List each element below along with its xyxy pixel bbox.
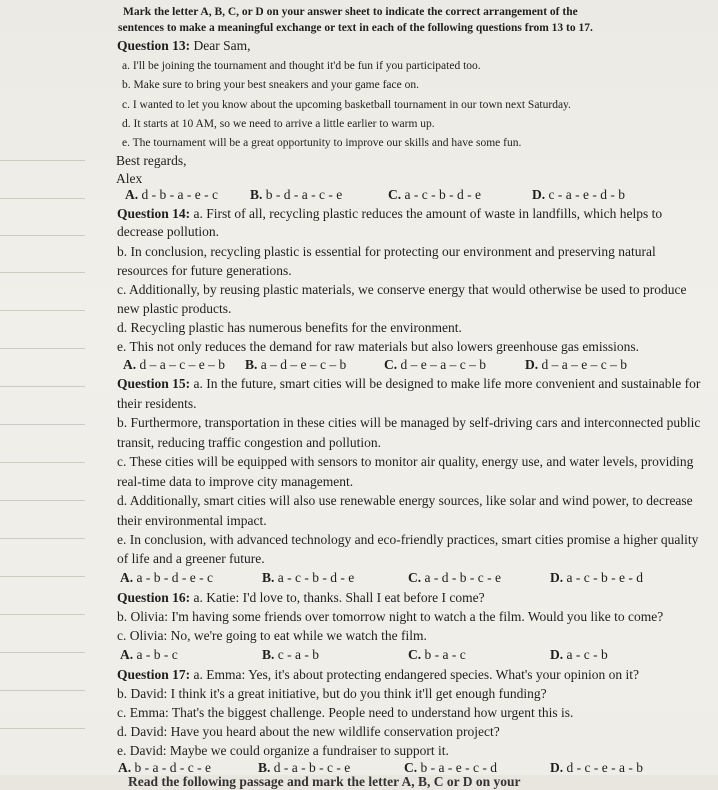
q14-sentence-a: a. First of all, recycling plastic reduces the amount of waste in landfills, which helps to — [193, 206, 663, 221]
q17-heading — [117, 667, 639, 683]
q16-sentence-a: a. Katie: I'd love to, thanks. Shall I eat before I come? — [193, 590, 485, 605]
q13-sentence-e: e. The tournament will be a great opportunity to improve our skills and have some fun. — [122, 137, 522, 149]
q17-sentence-d: d. David: Have you heard about the new wildlife conservation project? — [117, 724, 500, 739]
q14-sentence-d: d. Recycling plastic has numerous benefits for the environment. — [117, 320, 462, 335]
next-section-heading: Read the following passage and mark the letter A, B, C or D on your — [128, 774, 521, 789]
q17-sentence-a: a. Emma: Yes, it's about protecting endangered species. What's your opinion on it? — [193, 667, 640, 682]
q13-title: Question 13: — [117, 38, 191, 53]
q16-sentence-b: b. Olivia: I'm having some friends over tomorrow night to watch a the film. Would you like to come? — [117, 609, 664, 624]
q17-sentence-b: b. David: I think it's a great initiative, but do you think it'll get enough funding? — [117, 686, 547, 701]
q16-option-c[interactable]: C. b - a - c — [408, 647, 466, 662]
q14-sentence-b: b. In conclusion, recycling plastic is essential for protecting our environment and preserving natural — [117, 244, 656, 259]
q15-line-7: their environmental impact. — [117, 513, 267, 528]
q15-line-9: of life and a greener future. — [117, 551, 265, 566]
q15-line-1: their residents. — [117, 396, 197, 411]
q15-option-a[interactable]: A. a - b - d - e - c — [120, 570, 213, 585]
q17-title: Question 17: — [117, 667, 191, 682]
q17-sentence-e: e. David: Maybe we could organize a fundraiser to support it. — [117, 743, 449, 758]
q17-option-a[interactable]: A. b - a - d - c - e — [118, 760, 211, 775]
q14-option-b[interactable]: B. a – d – e – c – b — [245, 357, 347, 372]
instructions-line-2: sentences to make a meaningful exchange or text in each of the following questions from 13 to 17. — [118, 22, 593, 34]
q16-sentence-c: c. Olivia: No, we're going to eat while we watch the film. — [117, 628, 427, 643]
q15-heading — [117, 376, 700, 392]
q15-line-5: real-time data to improve city management. — [117, 474, 354, 489]
q14-sentence-e: e. This not only reduces the demand for raw materials but also lowers greenhouse gas emissions. — [117, 339, 639, 354]
q14-title: Question 14: — [117, 206, 191, 221]
q15-sentence-c: c. These cities will be equipped with sensors to monitor air quality, energy use, and water levels, providing — [117, 454, 694, 469]
q14-line-5: new plastic products. — [117, 301, 232, 316]
q13-option-d[interactable]: D. c - a - e - d - b — [532, 187, 625, 202]
q13-option-b[interactable]: B. b - d - a - c - e — [250, 187, 343, 202]
q13-signature: Alex — [116, 171, 143, 186]
q13-closing: Best regards, — [116, 153, 187, 168]
q16-title: Question 16: — [117, 590, 191, 605]
q17-option-b[interactable]: B. d - a - b - c - e — [258, 760, 351, 775]
q16-option-b[interactable]: B. c - a - b — [262, 647, 319, 662]
q16-heading — [117, 590, 485, 606]
q14-line-1: decrease pollution. — [117, 224, 219, 239]
q13-option-a[interactable]: A. d - b - a - e - c — [125, 187, 218, 202]
q15-title: Question 15: — [117, 376, 191, 391]
q15-sentence-e: e. In conclusion, with advanced technology and eco-friendly practices, smart cities promise a higher quality — [117, 532, 699, 547]
q14-option-a[interactable]: A. d – a – c – e – b — [123, 357, 225, 372]
q15-option-c[interactable]: C. a - d - b - c - e — [408, 570, 501, 585]
q13-greeting: Dear Sam, — [193, 38, 251, 53]
q14-line-3: resources for future generations. — [117, 263, 292, 278]
instructions-line-1: Mark the letter A, B, C, or D on your answer sheet to indicate the correct arrangement of the — [123, 6, 578, 18]
q16-option-a[interactable]: A. a - b - c — [120, 647, 178, 662]
q14-sentence-c: c. Additionally, by reusing plastic materials, we conserve energy that would otherwise be used to produce — [117, 282, 687, 297]
q13-sentence-c: c. I wanted to let you know about the upcoming basketball tournament in our town next Saturday. — [122, 99, 571, 111]
q13-sentence-b: b. Make sure to bring your best sneakers and your game face on. — [122, 79, 419, 91]
q14-option-c[interactable]: C. d – e – a – c – b — [384, 357, 486, 372]
q14-option-d[interactable]: D. d – a – e – c – b — [525, 357, 627, 372]
q13-option-c[interactable]: C. a - c - b - d - e — [388, 187, 481, 202]
q13-sentence-d: d. It starts at 10 AM, so we need to arrive a little earlier to warm up. — [122, 118, 435, 130]
q17-option-c[interactable]: C. b - a - e - c - d — [404, 760, 497, 775]
q15-line-3: transit, reducing traffic congestion and pollution. — [117, 435, 382, 450]
q15-option-b[interactable]: B. a - c - b - d - e — [262, 570, 355, 585]
q15-sentence-a: a. In the future, smart cities will be designed to make life more convenient and sustainable for — [193, 376, 701, 391]
q13-sentence-a: a. I'll be joining the tournament and thought it'd be fun if you participated too. — [122, 60, 481, 72]
q14-heading — [117, 206, 662, 222]
q16-option-d[interactable]: D. a - c - b — [550, 647, 608, 662]
q15-option-d[interactable]: D. a - c - b - e - d — [550, 570, 643, 585]
q15-sentence-b: b. Furthermore, transportation in these cities will be managed by self-driving cars and interconnected public — [117, 415, 701, 430]
q17-sentence-c: c. Emma: That's the biggest challenge. People need to understand how urgent this is. — [117, 705, 574, 720]
q15-sentence-d: d. Additionally, smart cities will also use renewable energy sources, like solar and wind power, to decrease — [117, 493, 693, 508]
q13-heading — [117, 38, 251, 54]
q17-option-d[interactable]: D. d - c - e - a - b — [550, 760, 643, 775]
